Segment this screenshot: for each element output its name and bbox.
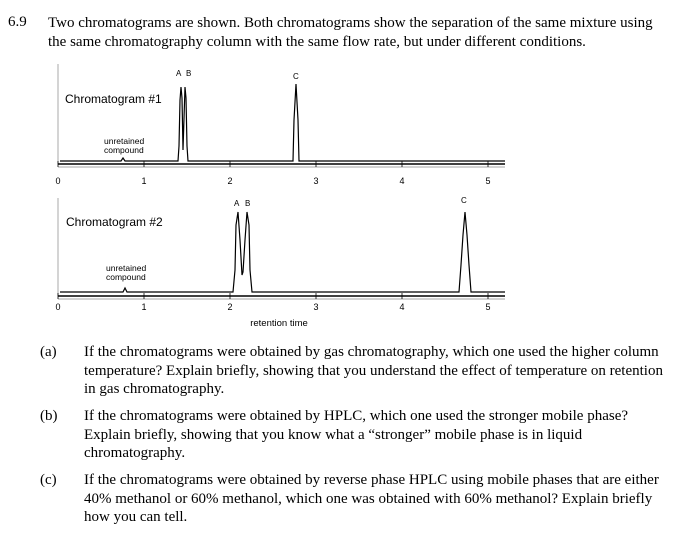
chromatogram-1-annotation-line2: compound: [104, 145, 144, 155]
question-a-label: (a): [40, 344, 57, 360]
chromatogram-1-peak-label-a: A: [176, 69, 182, 78]
chromatogram-1: [55, 64, 505, 186]
problem-statement: Two chromatograms are shown. Both chromatograms show the separation of the same mixture using the same chromatography column with the same flow rate, but under different conditions.: [48, 15, 653, 50]
chromatogram-figure: [0, 60, 684, 335]
chromatogram-2-title: Chromatogram #2: [66, 215, 163, 229]
question-c-label: (c): [40, 472, 57, 488]
chromatogram-2-peak-label-a: A: [234, 199, 240, 208]
chromatogram-2: [55, 196, 505, 329]
chromatogram-2-tick-label-5: 5: [485, 302, 491, 312]
chromatogram-1-peak-label-b: B: [186, 69, 192, 78]
question-b-text: If the chromatograms were obtained by HPLC, which one used the stronger mobile phase? Explain briefly, showing that you know what a “stronger” mobile phase is in liquid chromatography.: [84, 408, 629, 461]
chromatogram-2-annotation-line1: unretained: [106, 263, 147, 273]
chromatogram-1-tick-label-0: 0: [55, 176, 61, 186]
chromatogram-1-tick-label-3: 3: [313, 176, 319, 186]
chromatogram-2-peak-label-c: C: [461, 196, 467, 205]
chromatogram-2-tick-label-1: 1: [141, 302, 147, 312]
chromatogram-2-peak-label-b: B: [245, 199, 251, 208]
question-b-label: (b): [40, 408, 58, 424]
chromatogram-1-tick-label-5: 5: [485, 176, 491, 186]
chromatogram-1-tick-label-4: 4: [399, 176, 405, 186]
question-c-text: If the chromatograms were obtained by reverse phase HPLC using mobile phases that are either 40% methanol or 60% methanol, which one was obtained with 60% methanol? Explain briefly how you can tell.: [84, 472, 659, 525]
problem-number: 6.9: [8, 14, 27, 30]
chromatogram-1-tick-label-1: 1: [141, 176, 147, 186]
chromatogram-1-peak-label-c: C: [293, 72, 299, 81]
chromatogram-2-annotation-line2: compound: [106, 272, 146, 282]
chromatogram-1-annotation-line1: unretained: [104, 136, 145, 146]
chromatogram-2-tick-label-3: 3: [313, 302, 319, 312]
question-a-text: If the chromatograms were obtained by gas chromatography, which one used the higher column temperature? Explain briefly, showing that you understand the effect of temperature on retention in gas chromatography.: [84, 344, 663, 397]
chromatogram-2-tick-label-2: 2: [227, 302, 233, 312]
chromatogram-1-tick-label-2: 2: [227, 176, 233, 186]
chromatogram-1-title: Chromatogram #1: [65, 92, 162, 106]
x-axis-label: retention time: [250, 318, 308, 329]
chromatogram-2-tick-label-4: 4: [399, 302, 405, 312]
chromatogram-2-tick-label-0: 0: [55, 302, 61, 312]
